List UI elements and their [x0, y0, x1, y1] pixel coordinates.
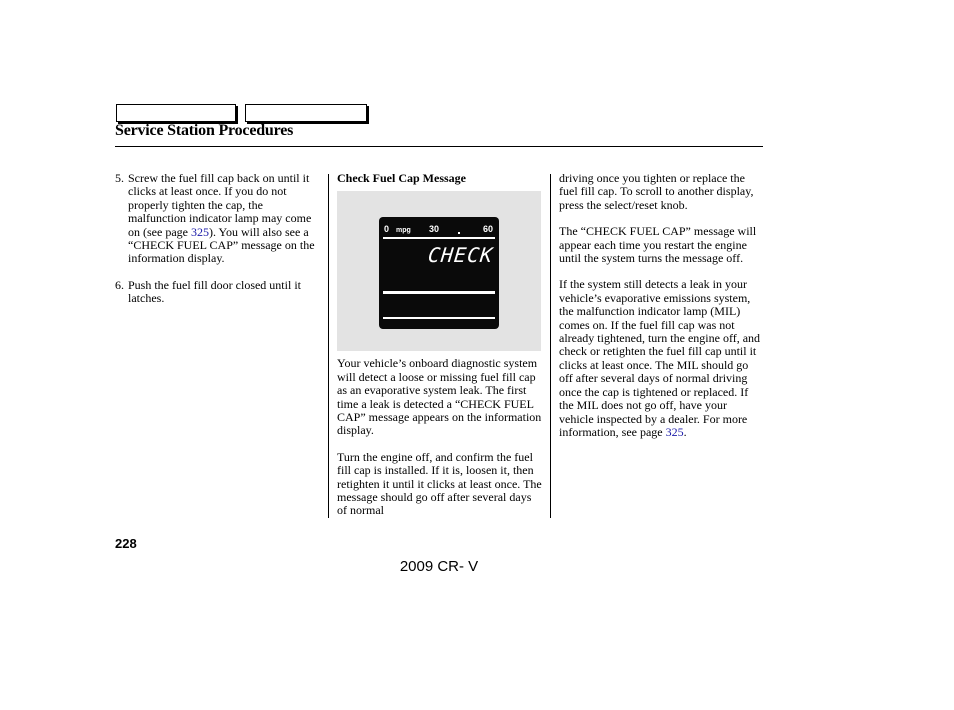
body-paragraph: driving once you tighten or replace the fuel fill cap. To scroll to another display, press the select/reset knob. [559, 171, 754, 212]
display-segment-bar [383, 291, 495, 294]
column-divider [328, 174, 329, 518]
display-message: CHECK [426, 243, 495, 268]
information-display [379, 217, 499, 329]
step-number: 5. [115, 171, 124, 185]
title-divider [115, 146, 763, 147]
display-segment-bar [383, 317, 495, 319]
mpg-scale [384, 223, 493, 237]
page-link-325[interactable]: 325 [190, 224, 209, 239]
section-heading: Check Fuel Cap Message [337, 171, 466, 185]
column-middle [337, 172, 543, 531]
scale-label-mpg: mpg [396, 227, 411, 235]
page-number: 228 [115, 536, 137, 551]
footer-model: 2009 CR- V [399, 558, 479, 575]
paragraph-text: . [683, 424, 687, 439]
column-divider [550, 174, 551, 518]
step-text: ). You will also see a “CHECK FUEL CAP” message on the information display. [128, 224, 315, 266]
nav-button-index[interactable] [245, 104, 367, 122]
scale-label-0: 0 [384, 224, 390, 235]
paragraph-text: If the system still detects a leak in your vehicle’s evaporative emissions system, the malfunction indicator lamp (MIL) comes on. If the fuel fill cap was not already tightened, turn the engine off, and check or retighten the fuel fill cap until it clicks at least once. The MIL should go off after several days of normal driving once the cap is tightened or replaced. If the MIL does not go off, have your vehicle inspected by a dealer. For more information, see page [559, 277, 761, 439]
body-paragraph [559, 278, 763, 439]
body-paragraph: The “CHECK FUEL CAP” message will appear each time you restart the engine until the system turns the message off. [559, 224, 757, 266]
column-left [115, 172, 317, 319]
information-display-figure [337, 191, 541, 351]
page-link-325[interactable]: 325 [665, 424, 684, 439]
nav-button-main-menu[interactable] [116, 104, 236, 122]
body-paragraph: Turn the engine off, and confirm the fuel fill cap is installed. If it is, loosen it, then retighten it until it clicks at least once. The message should go off after several days of normal [337, 449, 542, 518]
step-5 [115, 172, 317, 266]
step-number: 6. [115, 277, 124, 292]
scale-label-60: 60 [482, 224, 493, 235]
scale-label-30: 30 [429, 224, 440, 235]
column-right [559, 172, 763, 452]
step-text: Push the fuel fill door closed until it latches. [128, 277, 301, 306]
display-segment-bar [383, 237, 495, 239]
body-paragraph: Your vehicle’s onboard diagnostic system will detect a loose or missing fuel fill cap as an evaporative system leak. The first time a leak is detected a “CHECK FUEL CAP” message appears on the information display. [337, 356, 542, 438]
page-title: Service Station Procedures [115, 122, 294, 139]
step-6 [115, 279, 317, 306]
scale-tick [458, 232, 460, 234]
step-text: Screw the fuel fill cap back on until it clicks at least once. If you do not properly tighten the cap, the malfunction indicator lamp may come on (see page [128, 171, 312, 239]
